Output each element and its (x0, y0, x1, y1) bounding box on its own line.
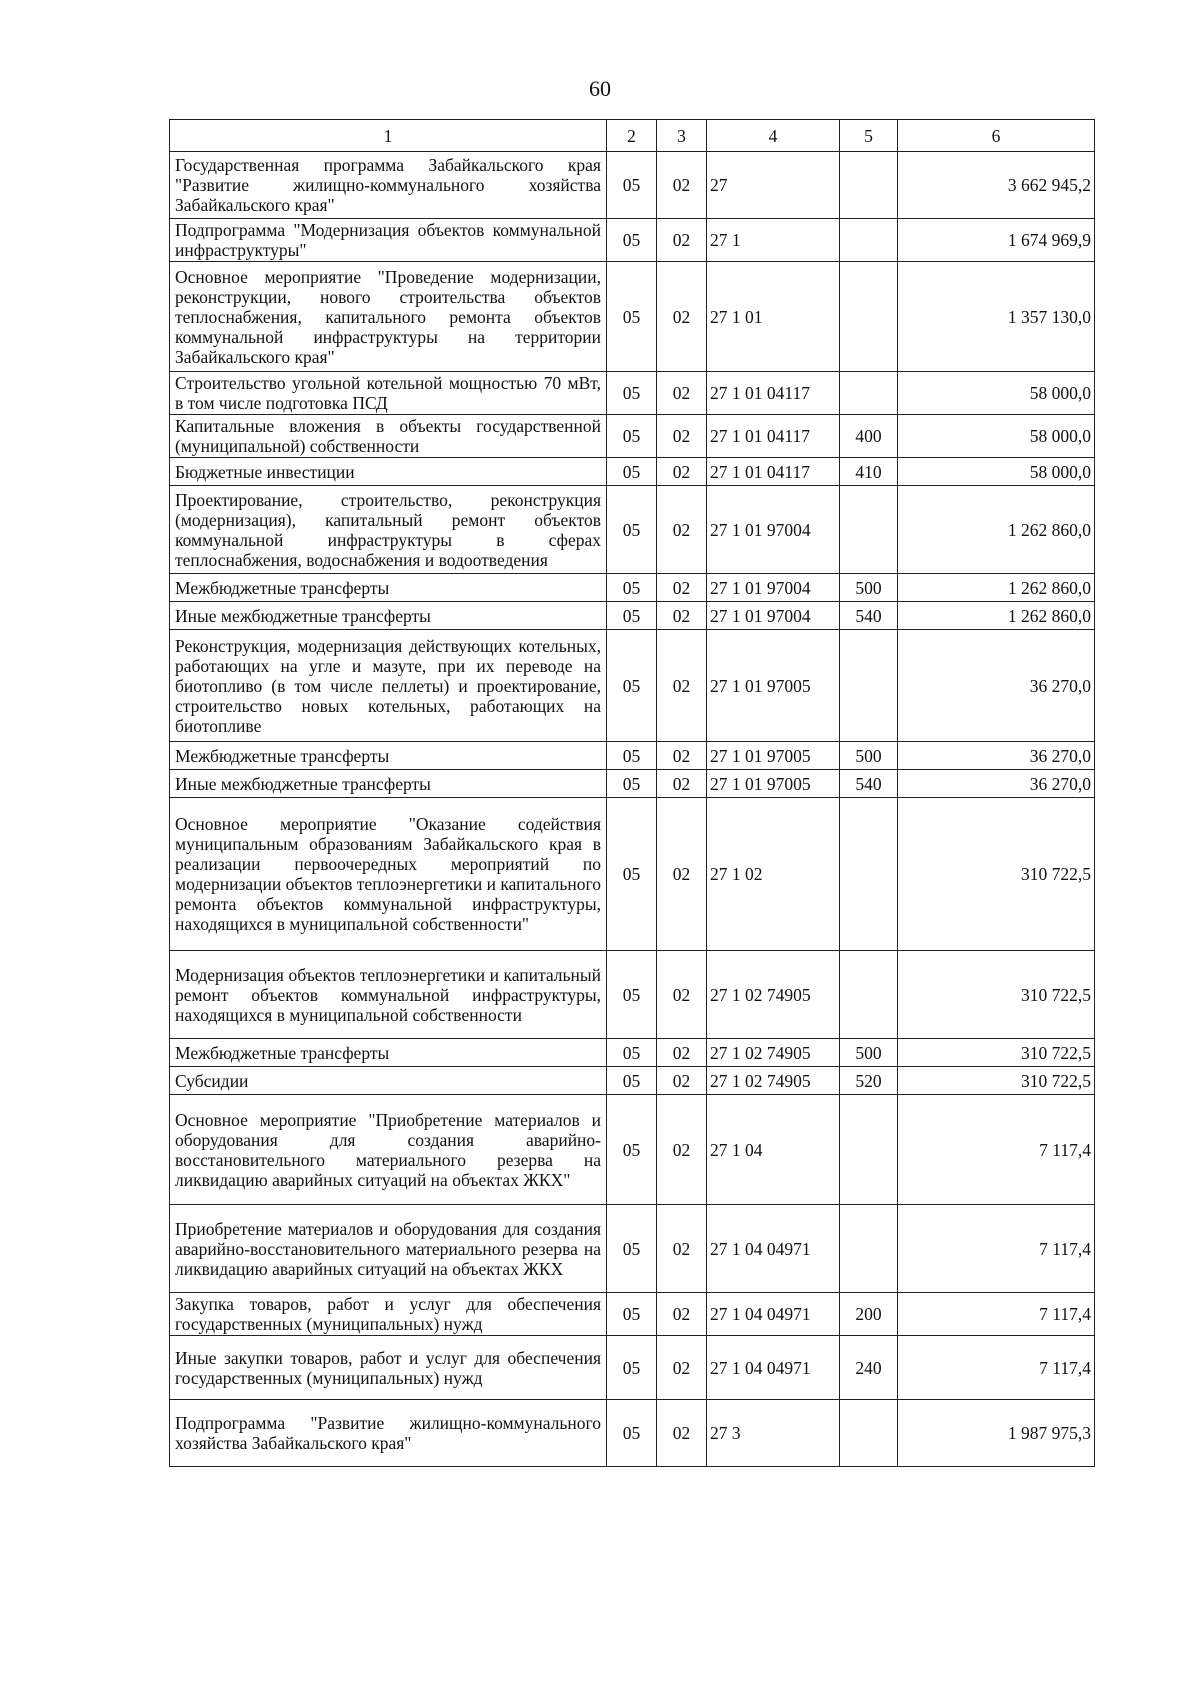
expense-type-cell: 540 (840, 602, 898, 630)
amount-cell: 1 262 860,0 (898, 602, 1095, 630)
subsection-code-cell: 02 (657, 574, 707, 602)
table-row (170, 602, 1095, 630)
target-article-cell: 27 1 01 04117 (707, 372, 840, 415)
budget-table (169, 119, 1095, 1467)
column-header: 4 (707, 120, 840, 152)
table-row (170, 1067, 1095, 1095)
page-number: 60 (589, 76, 611, 101)
expense-type-cell (840, 630, 898, 742)
section-code-cell: 05 (607, 262, 657, 372)
row-name-cell: Межбюджетные трансферты (170, 574, 607, 602)
target-article-cell: 27 1 02 74905 (707, 1039, 840, 1067)
amount-cell: 36 270,0 (898, 742, 1095, 770)
section-code-cell: 05 (607, 574, 657, 602)
subsection-code-cell: 02 (657, 458, 707, 486)
row-name-cell: Проектирование, строительство, реконструкция (модернизация), капитальный ремонт объектов коммунальной инфраструктуры в сферах теплоснабжения, водоснабжения и водоотведения (170, 486, 607, 574)
section-code-cell: 05 (607, 152, 657, 219)
row-name-cell: Субсидии (170, 1067, 607, 1095)
target-article-cell: 27 1 01 97004 (707, 602, 840, 630)
expense-type-cell (840, 1400, 898, 1467)
subsection-code-cell: 02 (657, 262, 707, 372)
expense-type-cell (840, 486, 898, 574)
expense-type-cell: 500 (840, 742, 898, 770)
target-article-cell: 27 1 01 97004 (707, 574, 840, 602)
amount-cell: 1 357 130,0 (898, 262, 1095, 372)
section-code-cell: 05 (607, 742, 657, 770)
row-name-cell: Капитальные вложения в объекты государственной (муниципальной) собственности (170, 415, 607, 458)
amount-cell: 58 000,0 (898, 415, 1095, 458)
expense-type-cell (840, 262, 898, 372)
row-name-cell: Подпрограмма "Модернизация объектов коммунальной инфраструктуры" (170, 219, 607, 262)
table-row (170, 415, 1095, 458)
row-name-cell: Иные межбюджетные трансферты (170, 602, 607, 630)
section-code-cell: 05 (607, 798, 657, 951)
table-row (170, 1400, 1095, 1467)
subsection-code-cell: 02 (657, 602, 707, 630)
section-code-cell: 05 (607, 1067, 657, 1095)
expense-type-cell: 240 (840, 1336, 898, 1400)
subsection-code-cell: 02 (657, 1039, 707, 1067)
section-code-cell: 05 (607, 770, 657, 798)
subsection-code-cell: 02 (657, 1400, 707, 1467)
table-row (170, 630, 1095, 742)
table-row (170, 152, 1095, 219)
amount-cell: 36 270,0 (898, 770, 1095, 798)
subsection-code-cell: 02 (657, 951, 707, 1039)
expense-type-cell (840, 798, 898, 951)
amount-cell: 1 262 860,0 (898, 574, 1095, 602)
subsection-code-cell: 02 (657, 1095, 707, 1205)
subsection-code-cell: 02 (657, 1067, 707, 1095)
table-row (170, 372, 1095, 415)
expense-type-cell (840, 219, 898, 262)
expense-type-cell: 410 (840, 458, 898, 486)
table-row (170, 1293, 1095, 1336)
amount-cell: 1 262 860,0 (898, 486, 1095, 574)
target-article-cell: 27 1 01 (707, 262, 840, 372)
expense-type-cell (840, 1205, 898, 1293)
target-article-cell: 27 1 01 04117 (707, 415, 840, 458)
table-header-row (170, 120, 1095, 152)
subsection-code-cell: 02 (657, 770, 707, 798)
amount-cell: 1 674 969,9 (898, 219, 1095, 262)
row-name-cell: Закупка товаров, работ и услуг для обеспечения государственных (муниципальных) нужд (170, 1293, 607, 1336)
column-header: 1 (170, 120, 607, 152)
subsection-code-cell: 02 (657, 415, 707, 458)
amount-cell: 58 000,0 (898, 458, 1095, 486)
row-name-cell: Иные межбюджетные трансферты (170, 770, 607, 798)
subsection-code-cell: 02 (657, 219, 707, 262)
subsection-code-cell: 02 (657, 1205, 707, 1293)
amount-cell: 7 117,4 (898, 1293, 1095, 1336)
column-header: 2 (607, 120, 657, 152)
section-code-cell: 05 (607, 219, 657, 262)
column-header: 3 (657, 120, 707, 152)
row-name-cell: Основное мероприятие "Проведение модернизации, реконструкции, нового строительства объектов теплоснабжения, капитального ремонта объектов коммунальной инфраструктуры на территории Забайкальского края" (170, 262, 607, 372)
target-article-cell: 27 1 01 04117 (707, 458, 840, 486)
amount-cell: 310 722,5 (898, 1039, 1095, 1067)
target-article-cell: 27 1 01 97005 (707, 630, 840, 742)
expense-type-cell: 540 (840, 770, 898, 798)
subsection-code-cell: 02 (657, 630, 707, 742)
target-article-cell: 27 (707, 152, 840, 219)
target-article-cell: 27 1 04 (707, 1095, 840, 1205)
expense-type-cell (840, 152, 898, 219)
subsection-code-cell: 02 (657, 1336, 707, 1400)
amount-cell: 7 117,4 (898, 1336, 1095, 1400)
expense-type-cell: 200 (840, 1293, 898, 1336)
amount-cell: 310 722,5 (898, 798, 1095, 951)
amount-cell: 7 117,4 (898, 1205, 1095, 1293)
target-article-cell: 27 1 01 97004 (707, 486, 840, 574)
section-code-cell: 05 (607, 1039, 657, 1067)
table-row (170, 262, 1095, 372)
amount-cell: 310 722,5 (898, 951, 1095, 1039)
amount-cell: 1 987 975,3 (898, 1400, 1095, 1467)
row-name-cell: Межбюджетные трансферты (170, 742, 607, 770)
target-article-cell: 27 1 04 04971 (707, 1293, 840, 1336)
table-row (170, 1039, 1095, 1067)
section-code-cell: 05 (607, 372, 657, 415)
target-article-cell: 27 1 02 (707, 798, 840, 951)
subsection-code-cell: 02 (657, 1293, 707, 1336)
section-code-cell: 05 (607, 1293, 657, 1336)
section-code-cell: 05 (607, 602, 657, 630)
section-code-cell: 05 (607, 1095, 657, 1205)
table-row (170, 1095, 1095, 1205)
subsection-code-cell: 02 (657, 486, 707, 574)
row-name-cell: Приобретение материалов и оборудования для создания аварийно-восстановительного материального резерва на ликвидацию аварийных ситуаций на объектах ЖКХ (170, 1205, 607, 1293)
row-name-cell: Основное мероприятие "Приобретение материалов и оборудования для создания аварийно-восстановительного материального резерва на ликвидацию аварийных ситуаций на объектах ЖКХ" (170, 1095, 607, 1205)
expense-type-cell: 520 (840, 1067, 898, 1095)
amount-cell: 36 270,0 (898, 630, 1095, 742)
target-article-cell: 27 1 04 04971 (707, 1205, 840, 1293)
target-article-cell: 27 1 (707, 219, 840, 262)
row-name-cell: Подпрограмма "Развитие жилищно-коммунального хозяйства Забайкальского края" (170, 1400, 607, 1467)
section-code-cell: 05 (607, 1336, 657, 1400)
row-name-cell: Межбюджетные трансферты (170, 1039, 607, 1067)
table-row (170, 219, 1095, 262)
target-article-cell: 27 1 02 74905 (707, 951, 840, 1039)
amount-cell: 3 662 945,2 (898, 152, 1095, 219)
subsection-code-cell: 02 (657, 798, 707, 951)
subsection-code-cell: 02 (657, 742, 707, 770)
section-code-cell: 05 (607, 486, 657, 574)
target-article-cell: 27 1 02 74905 (707, 1067, 840, 1095)
expense-type-cell (840, 372, 898, 415)
row-name-cell: Строительство угольной котельной мощностью 70 мВт, в том числе подготовка ПСД (170, 372, 607, 415)
expense-type-cell: 500 (840, 574, 898, 602)
row-name-cell: Реконструкция, модернизация действующих котельных, работающих на угле и мазуте, при их переводе на биотопливо (в том числе пеллеты) и проектирование, строительство новых котельных, работающих на биотопливе (170, 630, 607, 742)
row-name-cell: Государственная программа Забайкальского края "Развитие жилищно-коммунального хозяйства Забайкальского края" (170, 152, 607, 219)
table-row (170, 458, 1095, 486)
amount-cell: 310 722,5 (898, 1067, 1095, 1095)
section-code-cell: 05 (607, 630, 657, 742)
table-row (170, 742, 1095, 770)
expense-type-cell (840, 951, 898, 1039)
section-code-cell: 05 (607, 415, 657, 458)
table-row (170, 486, 1095, 574)
section-code-cell: 05 (607, 1400, 657, 1467)
row-name-cell: Бюджетные инвестиции (170, 458, 607, 486)
target-article-cell: 27 1 01 97005 (707, 742, 840, 770)
section-code-cell: 05 (607, 1205, 657, 1293)
column-header: 5 (840, 120, 898, 152)
amount-cell: 7 117,4 (898, 1095, 1095, 1205)
table-row (170, 1205, 1095, 1293)
table-row (170, 1336, 1095, 1400)
table-row (170, 951, 1095, 1039)
amount-cell: 58 000,0 (898, 372, 1095, 415)
table-row (170, 798, 1095, 951)
column-header: 6 (898, 120, 1095, 152)
expense-type-cell (840, 1095, 898, 1205)
section-code-cell: 05 (607, 458, 657, 486)
expense-type-cell: 400 (840, 415, 898, 458)
section-code-cell: 05 (607, 951, 657, 1039)
row-name-cell: Иные закупки товаров, работ и услуг для обеспечения государственных (муниципальных) нужд (170, 1336, 607, 1400)
table-row (170, 770, 1095, 798)
row-name-cell: Модернизация объектов теплоэнергетики и капитальный ремонт объектов коммунальной инфраструктуры, находящихся в муниципальной собственности (170, 951, 607, 1039)
subsection-code-cell: 02 (657, 372, 707, 415)
target-article-cell: 27 1 01 97005 (707, 770, 840, 798)
row-name-cell: Основное мероприятие "Оказание содействия муниципальным образованиям Забайкальского края в реализации первоочередных мероприятий по модернизации объектов теплоэнергетики и капитального ремонта объектов коммунальной инфраструктуры, находящихся в муниципальной собственности" (170, 798, 607, 951)
target-article-cell: 27 1 04 04971 (707, 1336, 840, 1400)
table-row (170, 574, 1095, 602)
target-article-cell: 27 3 (707, 1400, 840, 1467)
subsection-code-cell: 02 (657, 152, 707, 219)
expense-type-cell: 500 (840, 1039, 898, 1067)
